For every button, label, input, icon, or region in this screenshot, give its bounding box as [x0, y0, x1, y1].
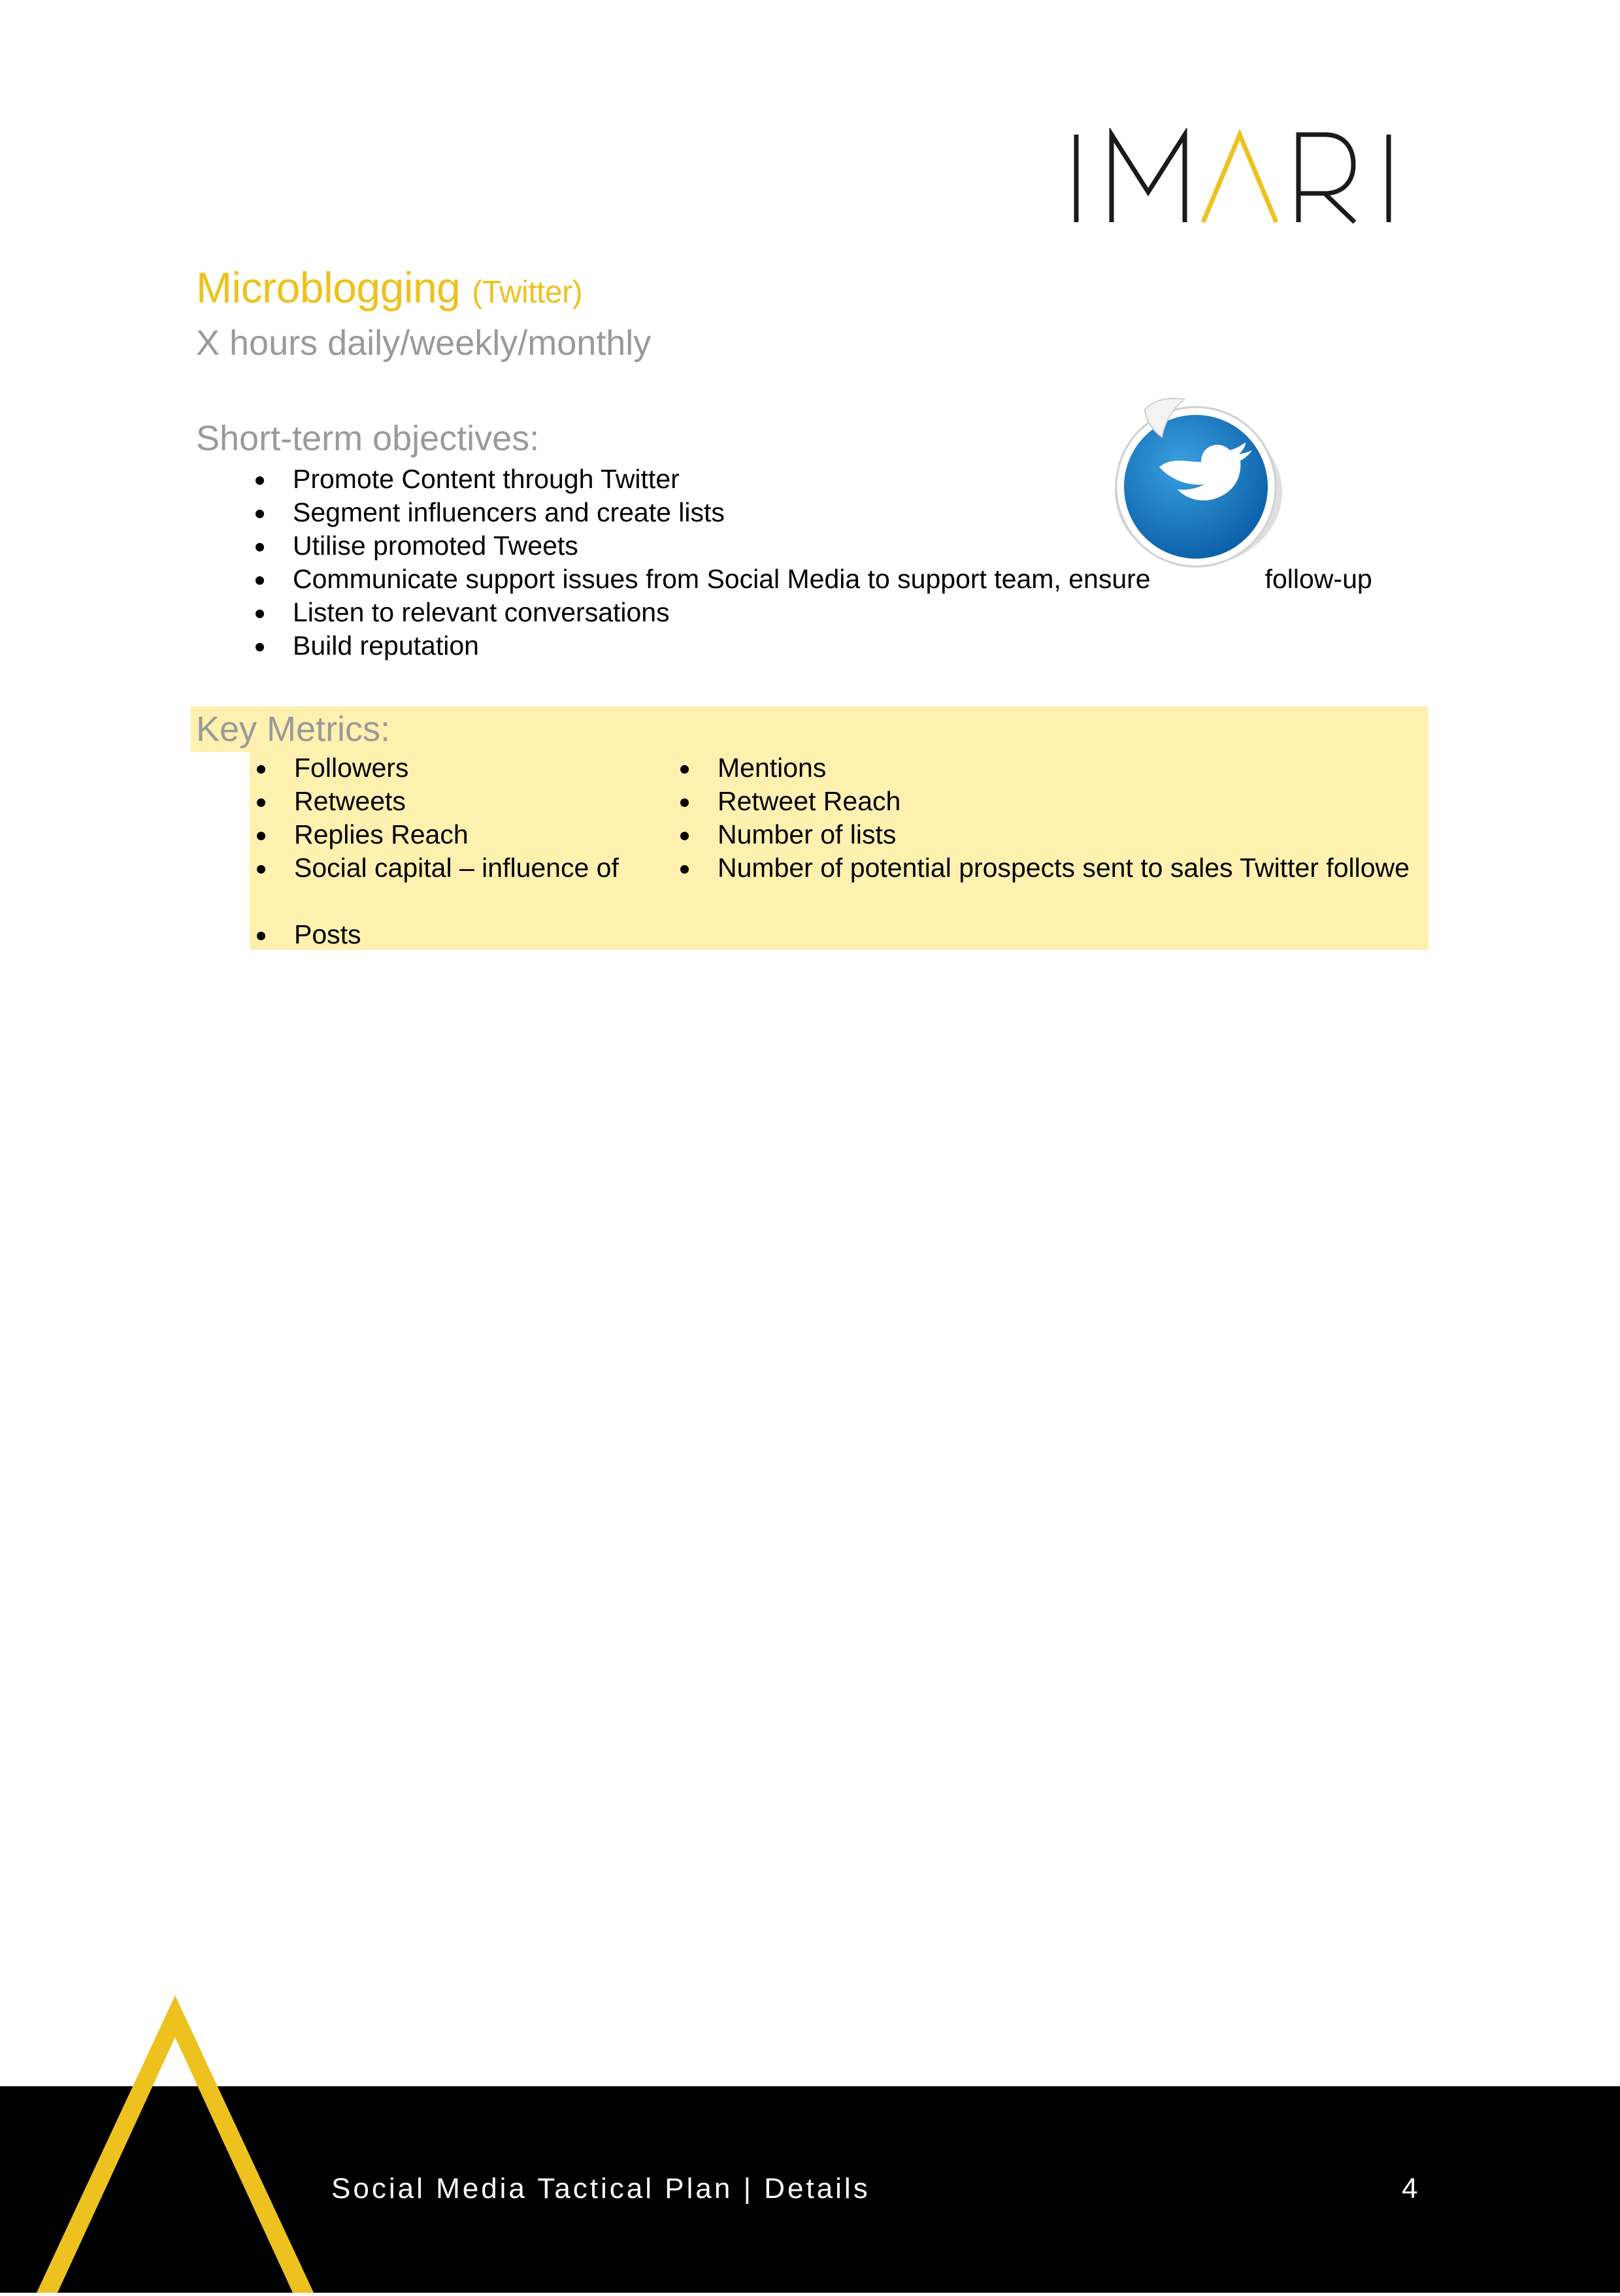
- imari-logo-mark: [1068, 128, 1395, 226]
- metrics-heading: Key Metrics:: [196, 710, 391, 749]
- metrics-list-right: [718, 751, 1423, 885]
- page-number: 4: [1402, 2173, 1418, 2205]
- objective-item-tail: follow-up: [1265, 564, 1372, 594]
- footer-triangle-icon: [0, 1986, 340, 2293]
- metric-item: Mentions: [718, 751, 1423, 785]
- section-title-sub: (Twitter): [472, 275, 583, 310]
- metric-item: Social capital – influence of: [294, 851, 660, 885]
- objective-item: Promote Content through Twitter: [293, 463, 1404, 496]
- metric-item: Followers: [294, 751, 660, 785]
- twitter-bird-icon: [1106, 389, 1295, 568]
- metric-item: Retweet Reach: [718, 785, 1423, 818]
- section-title: [196, 263, 582, 312]
- time-allocation: X hours daily/weekly/monthly: [196, 323, 652, 363]
- metric-item: Number of potential prospects sent to sales Twitter followe: [718, 851, 1423, 885]
- metrics-list-left: [294, 751, 660, 951]
- objective-item: Communicate support issues from Social Media to support team, ensure follow-up: [293, 563, 1404, 596]
- objective-item: Build reputation: [293, 629, 1404, 663]
- objective-item: Segment influencers and create lists: [293, 496, 1404, 529]
- objective-item: Utilise promoted Tweets: [293, 529, 1404, 563]
- objectives-heading: Short-term objectives:: [196, 419, 540, 458]
- metric-item: Posts: [294, 918, 660, 951]
- metric-item: Replies Reach: [294, 818, 660, 851]
- section-title-main: Microblogging: [196, 263, 461, 312]
- imari-logo: [1068, 128, 1395, 226]
- metric-item: Retweets: [294, 785, 660, 818]
- footer-title: Social Media Tactical Plan | Details: [331, 2173, 870, 2205]
- metric-item: Number of lists: [718, 818, 1423, 851]
- objective-item: Listen to relevant conversations: [293, 596, 1404, 629]
